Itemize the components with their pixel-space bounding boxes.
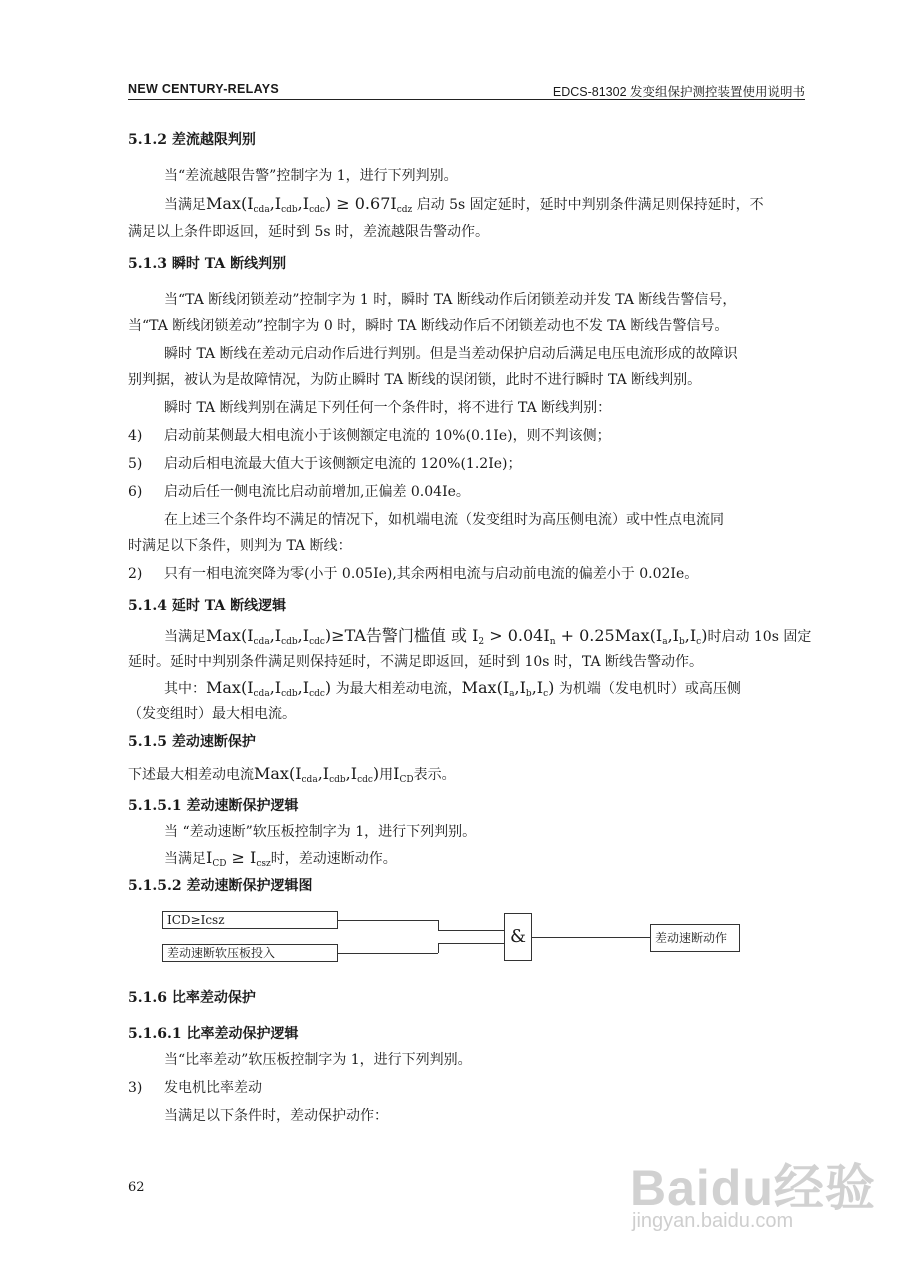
s5151-p2: 当满足$I_{CD} \ge I_{csz}$时，差动速断动作。 (164, 848, 397, 869)
list-item-number: 3) (128, 1080, 143, 1096)
section-5-1-5-1-title: 5.1.5.1 差动速断保护逻辑 (128, 798, 299, 814)
s514-p2-cont: （发变组时）最大相电流。 (128, 706, 296, 722)
s513-p3: 瞬时 TA 断线判别在满足下列任何一个条件时，将不进行 TA 断线判别： (164, 400, 612, 416)
list-item-text: 只有一相电流突降为零(小于 0.05Ie),其余两相电流与启动前电流的偏差小于 0.02Ie。 (164, 566, 699, 582)
wire (438, 943, 504, 944)
wire (338, 920, 438, 921)
s5151-p1: 当 “差动速断”软压板控制字为 1，进行下列判别。 (164, 824, 477, 840)
s512-p2-cont: 满足以上条件即返回，延时到 5s 时，差流越限告警动作。 (128, 224, 489, 240)
list-item-number: 6) (128, 484, 143, 500)
wire (438, 930, 504, 931)
section-5-1-5-title: 5.1.5 差动速断保护 (128, 734, 256, 750)
s515-p1: 下述最大相差动电流$Max(I_{cda},I_{cdb},I_{cdc})$用$I_{CD}$表示。 (128, 764, 456, 785)
s513-p4a: 在上述三个条件均不满足的情况下，如机端电流（发变组时为高压侧电流）或中性点电流同 (164, 512, 724, 528)
s5161-p2: 当满足以下条件时，差动保护动作： (164, 1108, 388, 1124)
list-item-number: 4) (128, 428, 143, 444)
watermark-url: jingyan.baidu.com (632, 1210, 794, 1232)
s513-p1b: 当“TA 断线闭锁差动”控制字为 0 时，瞬时 TA 断线动作后不闭锁差动也不发 TA 断线告警信号。 (128, 318, 729, 334)
wire (338, 953, 438, 954)
s514-p1: 当满足$Max(I_{cda},I_{cdb},I_{cdc})\ge TA$告警门槛值 或 $I_2 > 0.04I_n + 0.25Max(I_a,I_b,I_c)$时启动 10s 固定 (164, 626, 812, 647)
section-5-1-2-title: 5.1.2 差流越限判别 (128, 132, 256, 148)
s512-p2: 当满足$Max(I_{cda},I_{cdb},I_{cdc}) \ge 0.67I_{cdz}$ 启动 5s 固定延时，延时中判别条件满足则保持延时，不 (164, 194, 764, 215)
list-item-text: 发电机比率差动 (164, 1080, 262, 1096)
section-5-1-6-title: 5.1.6 比率差动保护 (128, 990, 256, 1006)
wire (532, 937, 650, 938)
output-diff-quick-trip: 差动速断动作 (650, 924, 740, 952)
s513-p2b: 别判据，被认为是故障情况，为防止瞬时 TA 断线的误闭锁，此时不进行瞬时 TA 断线判别。 (128, 372, 702, 388)
section-5-1-4-title: 5.1.4 延时 TA 断线逻辑 (128, 598, 287, 614)
formula-diff-limit: $Max(I_{cda},I_{cdb},I_{cdc}) \ge 0.67I_{cdz}$ (206, 194, 413, 215)
list-item-number: 2) (128, 566, 143, 582)
list-item-text: 启动前某侧最大相电流小于该侧额定电流的 10%(0.1Ie)，则不判该侧； (164, 428, 611, 444)
s513-p1a: 当“TA 断线闭锁差动”控制字为 1 时，瞬时 TA 断线动作后闭锁差动并发 TA 断线告警信号， (164, 292, 737, 308)
wire (438, 943, 439, 953)
wire (438, 920, 439, 930)
section-5-1-5-2-title: 5.1.5.2 差动速断保护逻辑图 (128, 878, 313, 894)
watermark-brand: Baidu经验 (630, 1160, 876, 1216)
s513-p4b: 时满足以下条件，则判为 TA 断线： (128, 538, 352, 554)
header-rule (128, 99, 805, 100)
header-doc-title: EDCS-81302 发变组保护测控装置使用说明书 (552, 85, 805, 99)
list-item-text: 启动后相电流最大值大于该侧额定电流的 120%(1.2Ie)； (164, 456, 522, 472)
formula-ta-break: $Max(I_{cda},I_{cdb},I_{cdc})\ge TA$告警门槛值 或 $I_2 > 0.04I_n + 0.25Max(I_a,I_b,I_c)$ (206, 626, 708, 647)
and-gate: & (504, 913, 532, 961)
section-5-1-6-1-title: 5.1.6.1 比率差动保护逻辑 (128, 1026, 299, 1042)
page-number: 62 (128, 1180, 145, 1195)
input-icd-condition: ICD≥Icsz (162, 911, 338, 929)
baidu-watermark (630, 1148, 876, 1232)
s512-p1: 当“差流越限告警”控制字为 1，进行下列判别。 (164, 168, 458, 184)
list-item-number: 5) (128, 456, 143, 472)
list-item-text: 启动后任一侧电流比启动前增加,正偏差 0.04Ie。 (164, 484, 470, 500)
s513-p2a: 瞬时 TA 断线在差动元启动作后进行判别。但是当差动保护启动后满足电压电流形成的故障识 (164, 346, 738, 362)
s514-p2: 其中：$Max(I_{cda},I_{cdb},I_{cdc})$ 为最大相差动电流，$Max(I_a,I_b,I_c)$ 为机端（发电机时）或高压侧 (164, 678, 741, 699)
s5161-p1: 当“比率差动”软压板控制字为 1，进行下列判别。 (164, 1052, 472, 1068)
section-5-1-3-title: 5.1.3 瞬时 TA 断线判别 (128, 256, 287, 272)
s514-p1-cont: 延时。延时中判别条件满足则保持延时，不满足即返回，延时到 10s 时，TA 断线告警动作。 (128, 654, 704, 670)
input-soft-plate: 差动速断软压板投入 (162, 944, 338, 962)
header-company: NEW CENTURY-RELAYS (128, 82, 280, 96)
